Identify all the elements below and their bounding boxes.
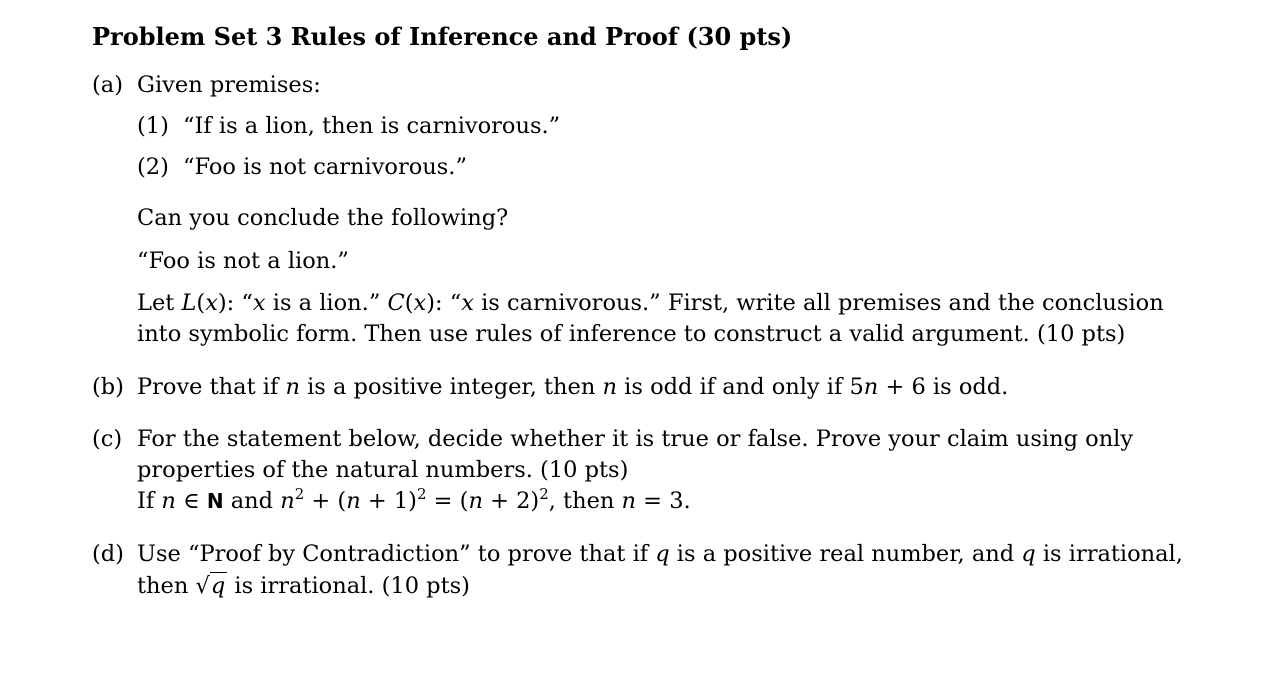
part-b-t4: + 6 is odd. (878, 374, 1009, 400)
part-d-line2 (137, 573, 470, 599)
n-variable: n (602, 374, 618, 400)
n-variable: n (621, 488, 637, 514)
n-variable: n (346, 488, 361, 514)
x-variable: x (252, 290, 266, 316)
C-def-open: : “ (434, 290, 462, 316)
part-b-t1: Prove that if (137, 374, 286, 400)
if-word: If (137, 488, 162, 514)
part-b-label: (b) (92, 374, 124, 400)
equals-three: = 3. (636, 488, 691, 514)
C-function: C (387, 290, 405, 316)
n-variable: n (280, 488, 295, 514)
n-variable: n (468, 488, 483, 514)
L-def-text: is a lion.” (265, 290, 388, 316)
part-b-text (137, 374, 1008, 400)
part-d-t2: is a positive real number, and (669, 541, 1022, 567)
part-d-t3: is irrational, (1035, 541, 1183, 567)
part-d-t1: Use “Proof by Contradiction” to prove that if (137, 541, 656, 567)
then-word: , then (548, 488, 622, 514)
part-d-then: then (137, 573, 196, 599)
premise-1-text: “If is a lion, then is carnivorous.” (183, 113, 561, 139)
part-c-label: (c) (92, 426, 123, 452)
let-prefix: Let (137, 290, 182, 316)
part-c-line1: For the statement below, decide whether it is true or false. Prove your claim using only (137, 426, 1134, 452)
part-d-line1 (137, 541, 1183, 567)
plus-open: + ( (304, 488, 347, 514)
n-variable: n (863, 374, 879, 400)
part-b-t2: is a positive integer, then (299, 374, 603, 400)
premise-2-label: (2) (137, 154, 169, 180)
part-a-question: Can you conclude the following? (137, 205, 509, 231)
x-variable: x (205, 290, 218, 316)
n-variable: n (161, 488, 176, 514)
part-b-t3: is odd if and only if 5 (617, 374, 864, 400)
part-d-t4: is irrational. (10 pts) (227, 573, 470, 599)
premise-1-label: (1) (137, 113, 169, 139)
C-def-text: is carnivorous.” First, write all premises and the conclusion (473, 290, 1164, 316)
plus-two: + 2) (482, 488, 540, 514)
q-variable: q (1021, 541, 1036, 567)
part-d-label: (d) (92, 541, 124, 567)
part-c-line2: properties of the natural numbers. (10 pts) (137, 457, 629, 483)
L-def-open: : “ (226, 290, 253, 316)
premise-2-text: “Foo is not carnivorous.” (183, 154, 467, 180)
sqrt-q (196, 573, 228, 599)
plus-one: + 1) (360, 488, 417, 514)
part-c-statement (137, 485, 691, 514)
n-variable: n (285, 374, 300, 400)
exponent: 2 (294, 485, 305, 503)
and-word: and (223, 488, 281, 514)
equals-open: = ( (426, 488, 469, 514)
exponent: 2 (416, 485, 427, 503)
element-of-symbol: ∈ (175, 488, 207, 514)
part-a-conclusion: “Foo is not a lion.” (137, 248, 349, 274)
part-a-definitions-line: Let L(x): “x is a lion.” C(x): “x is carnivorous.” First, write all premises and the conclusion (137, 290, 1164, 316)
exponent: 2 (539, 485, 549, 503)
x-variable: x (413, 290, 427, 316)
q-variable: q (655, 541, 670, 567)
q-variable: q (210, 573, 226, 599)
page-title: Problem Set 3 Rules of Inference and Proof (30 pts) (92, 22, 793, 51)
part-a-intro: Given premises: (137, 72, 321, 98)
naturals-symbol: N (206, 489, 224, 513)
L-function: L (181, 290, 197, 316)
part-a-instructions-line: into symbolic form. Then use rules of inference to construct a valid argument. (10 pts) (137, 321, 1126, 347)
part-a-label: (a) (92, 72, 123, 98)
x-variable: x (461, 290, 474, 316)
radical-symbol: √ (195, 573, 210, 599)
